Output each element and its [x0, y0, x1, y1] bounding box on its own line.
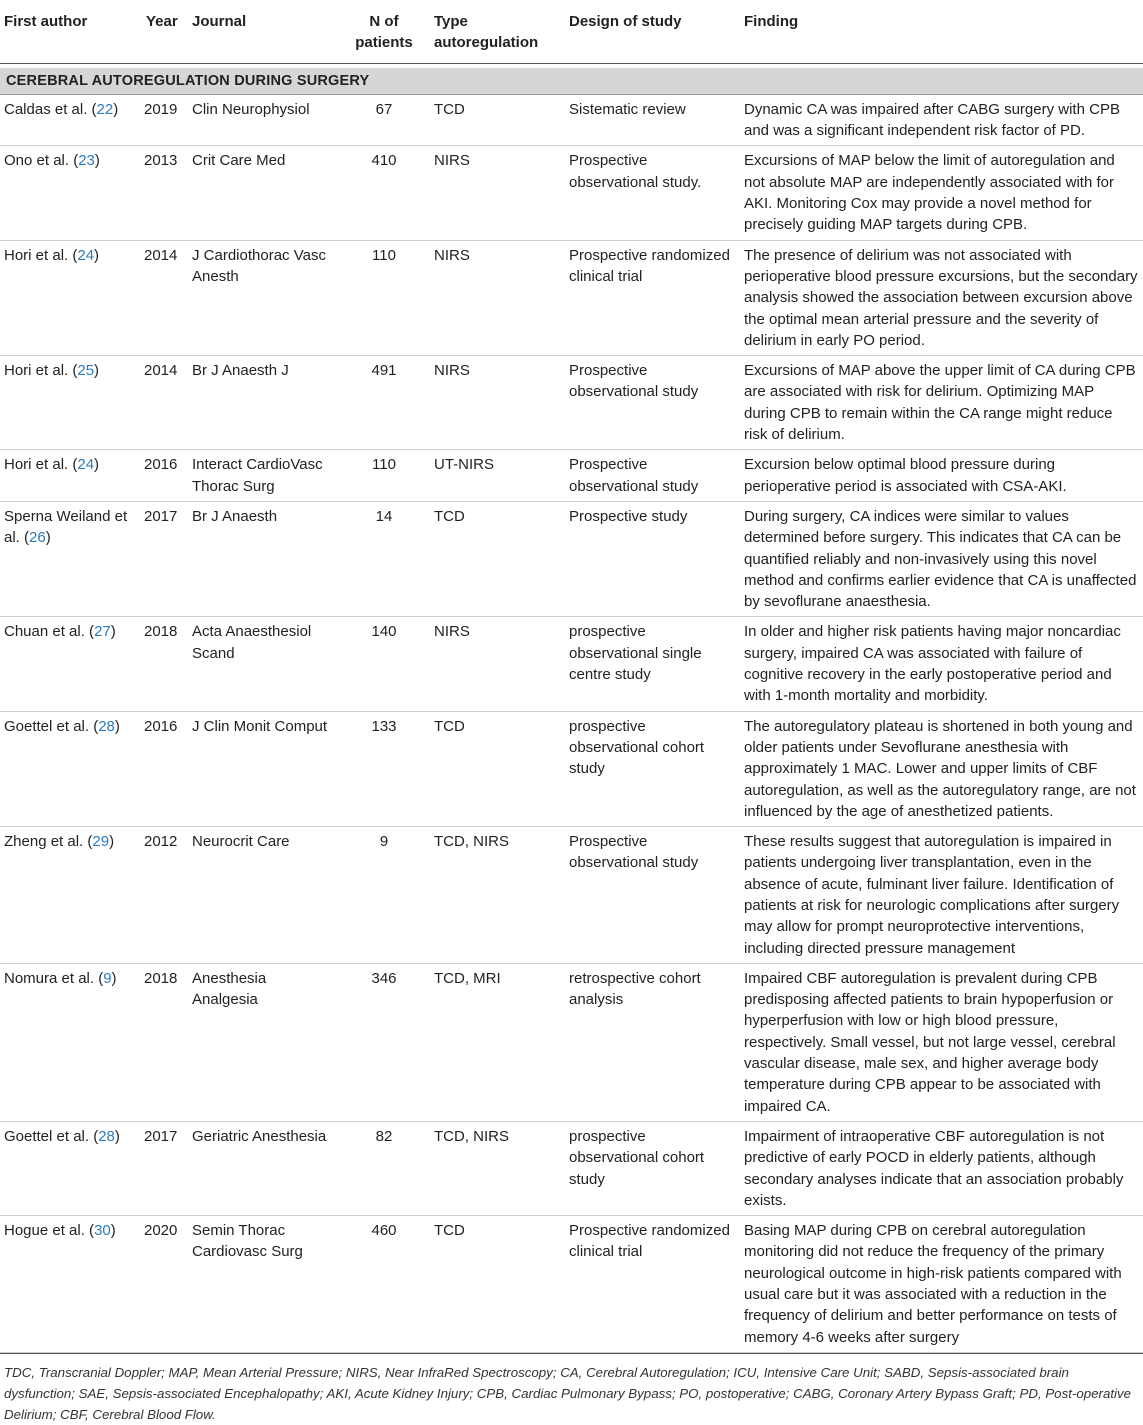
- author-name: Chuan et al. (: [4, 623, 95, 641]
- cell-first-author: [0, 94, 142, 146]
- author-name: Nomura et al. (: [4, 969, 104, 987]
- cell-year: 2014: [142, 356, 188, 450]
- table-row: [0, 1216, 1143, 1353]
- cell-design: retrospective cohort analysis: [565, 963, 740, 1121]
- author-name: Hogue et al. (: [4, 1222, 95, 1240]
- cell-n-patients: 460: [338, 1216, 430, 1353]
- reference-link[interactable]: 23: [78, 152, 95, 170]
- cell-design: Sistematic review: [565, 94, 740, 146]
- cell-journal: J Cardiothorac Vasc Anesth: [188, 240, 338, 355]
- reference-close: ): [94, 456, 100, 474]
- cell-finding: Excursions of MAP above the upper limit of CA during CPB are associated with risk for delirium. Optimizing MAP during CPB to remain within the CA range might reduce risk of delirium.: [740, 356, 1143, 450]
- cell-first-author: [0, 450, 142, 502]
- cell-type-autoregulation: TCD: [430, 711, 565, 826]
- reference-close: ): [110, 1222, 116, 1240]
- cell-finding: In older and higher risk patients having major noncardiac surgery, impaired CA was associated with failure of cognitive recovery in the early postoperative period and with 1-month mortality and morbidity.: [740, 617, 1143, 711]
- cell-year: 2020: [142, 1216, 188, 1353]
- reference-link[interactable]: 24: [77, 456, 95, 474]
- reference-link[interactable]: 28: [98, 1127, 115, 1145]
- cell-finding: The autoregulatory plateau is shortened in both young and older patients under Sevoflurane anesthesia with approximately 1 MAC. Lower and upper limits of CBF autoregulation, as well as the autoregulatory range, are not influenced by the age of anesthetized patients.: [740, 711, 1143, 826]
- cell-year: 2013: [142, 146, 188, 240]
- cell-type-autoregulation: TCD: [430, 94, 565, 146]
- cell-n-patients: 110: [338, 450, 430, 502]
- cell-finding: Excursions of MAP below the limit of autoregulation and not absolute MAP are independently associated with for AKI. Monitoring Cox may provide a novel method for precisely guiding MAP targets during CPB.: [740, 146, 1143, 240]
- cell-design: Prospective study: [565, 501, 740, 616]
- reference-close: ): [45, 529, 51, 547]
- cell-type-autoregulation: TCD, NIRS: [430, 1121, 565, 1215]
- author-name: Ono et al. (: [4, 152, 79, 170]
- reference-link[interactable]: 24: [77, 246, 95, 264]
- section-row: [0, 68, 1143, 95]
- header-finding: Finding: [740, 0, 1143, 63]
- cell-n-patients: 491: [338, 356, 430, 450]
- cell-design: Prospective observational study.: [565, 146, 740, 240]
- cell-year: 2018: [142, 963, 188, 1121]
- cell-year: 2017: [142, 1121, 188, 1215]
- cell-type-autoregulation: NIRS: [430, 617, 565, 711]
- cell-design: prospective observational single centre study: [565, 617, 740, 711]
- author-name: Zheng et al. (: [4, 833, 93, 851]
- reference-close: ): [110, 623, 116, 641]
- reference-close: ): [109, 833, 115, 851]
- cell-type-autoregulation: TCD, NIRS: [430, 827, 565, 964]
- reference-link[interactable]: 25: [77, 362, 95, 380]
- reference-close: ): [113, 100, 119, 118]
- cell-type-autoregulation: UT-NIRS: [430, 450, 565, 502]
- table-header: [0, 0, 1143, 63]
- cell-first-author: [0, 240, 142, 355]
- reference-close: ): [94, 362, 100, 380]
- table-row: [0, 711, 1143, 826]
- cell-finding: Impaired CBF autoregulation is prevalent during CPB predisposing affected patients to brain hypoperfusion or hyperperfusion with low or high blood pressure, respectively. Small vessel, but not large vessel, cerebral vascular disease, male sex, and higher average body temperature during CPB appear to be associated with impaired CA.: [740, 963, 1143, 1121]
- reference-link[interactable]: 26: [29, 529, 46, 547]
- cell-first-author: [0, 1121, 142, 1215]
- cell-journal: Anesthesia Analgesia: [188, 963, 338, 1121]
- cell-first-author: [0, 963, 142, 1121]
- author-name: Sperna Weiland et al. (: [4, 507, 128, 547]
- header-type-autoregulation: Type autoregulation: [430, 0, 565, 63]
- author-name: Caldas et al. (: [4, 100, 97, 118]
- cell-year: 2018: [142, 617, 188, 711]
- author-name: Goettel et al. (: [4, 1127, 99, 1145]
- cell-n-patients: 14: [338, 501, 430, 616]
- cell-first-author: [0, 356, 142, 450]
- cell-first-author: [0, 827, 142, 964]
- table-body: [0, 63, 1143, 1352]
- cell-n-patients: 133: [338, 711, 430, 826]
- cell-design: prospective observational cohort study: [565, 1121, 740, 1215]
- cell-journal: Acta Anaesthesiol Scand: [188, 617, 338, 711]
- cell-first-author: [0, 146, 142, 240]
- table-row: [0, 356, 1143, 450]
- header-journal: Journal: [188, 0, 338, 63]
- cell-finding: Excursion below optimal blood pressure during perioperative period is associated with CSA-AKI.: [740, 450, 1143, 502]
- reference-link[interactable]: 28: [98, 717, 115, 735]
- cell-year: 2017: [142, 501, 188, 616]
- header-year: Year: [142, 0, 188, 63]
- cell-n-patients: 110: [338, 240, 430, 355]
- reference-close: ): [94, 152, 100, 170]
- reference-link[interactable]: 30: [94, 1222, 111, 1240]
- cell-journal: Clin Neurophysiol: [188, 94, 338, 146]
- cell-journal: Geriatric Anesthesia: [188, 1121, 338, 1215]
- cell-journal: Br J Anaesth: [188, 501, 338, 616]
- reference-link[interactable]: 27: [94, 623, 111, 641]
- table-row: [0, 963, 1143, 1121]
- cell-journal: J Clin Monit Comput: [188, 711, 338, 826]
- cell-type-autoregulation: TCD, MRI: [430, 963, 565, 1121]
- cell-finding: Dynamic CA was impaired after CABG surgery with CPB and was a significant independent risk factor of PD.: [740, 94, 1143, 146]
- cell-first-author: [0, 1216, 142, 1353]
- cell-type-autoregulation: NIRS: [430, 146, 565, 240]
- cell-type-autoregulation: NIRS: [430, 356, 565, 450]
- cell-finding: Impairment of intraoperative CBF autoregulation is not predictive of early POCD in elderly patients, although secondary analyses indicate that an association probably exists.: [740, 1121, 1143, 1215]
- table-row: [0, 146, 1143, 240]
- author-name: Hori et al. (: [4, 246, 78, 264]
- reference-close: ): [111, 969, 117, 987]
- cell-journal: Semin Thorac Cardiovasc Surg: [188, 1216, 338, 1353]
- cell-n-patients: 82: [338, 1121, 430, 1215]
- cell-year: 2014: [142, 240, 188, 355]
- cell-type-autoregulation: TCD: [430, 1216, 565, 1353]
- cell-journal: Br J Anaesth J: [188, 356, 338, 450]
- cell-finding: During surgery, CA indices were similar to values determined before surgery. This indicates that CA can be quantified reliably and non-invasively using this novel method and confirms earlier evidence that CA is unaffected by sevoflurane anaesthesia.: [740, 501, 1143, 616]
- reference-link[interactable]: 29: [92, 833, 110, 851]
- cell-n-patients: 140: [338, 617, 430, 711]
- author-name: Hori et al. (: [4, 362, 78, 380]
- cell-first-author: [0, 501, 142, 616]
- cell-year: 2019: [142, 94, 188, 146]
- reference-close: ): [114, 717, 120, 735]
- author-name: Hori et al. (: [4, 456, 78, 474]
- cell-n-patients: 67: [338, 94, 430, 146]
- cell-design: prospective observational cohort study: [565, 711, 740, 826]
- header-design: Design of study: [565, 0, 740, 63]
- table-row: [0, 94, 1143, 146]
- cell-journal: Interact CardioVasc Thorac Surg: [188, 450, 338, 502]
- table-row: [0, 240, 1143, 355]
- table-footnote: TDC, Transcranial Doppler; MAP, Mean Arterial Pressure; NIRS, Near InfraRed Spectroscopy; CA, Cerebral Autoregulation; ICU, Intensive Care Unit; SABD, Sepsis-associated brain dysfunction; SAE, Sepsis-associated Encephalopathy; AKI, Acute Kidney Injury; CPB, Cardiac Pulmonary Bypass; PO, postoperative; CABG, Coronary Artery Bypass Graft; PD, Post-operative Delirium; CBF, Cerebral Blood Flow.: [0, 1353, 1143, 1425]
- cell-design: Prospective randomized clinical trial: [565, 240, 740, 355]
- cell-design: Prospective observational study: [565, 827, 740, 964]
- cell-design: Prospective observational study: [565, 356, 740, 450]
- cell-year: 2012: [142, 827, 188, 964]
- header-first-author: First author: [0, 0, 142, 63]
- header-n-patients: N of patients: [338, 0, 430, 63]
- table-row: [0, 450, 1143, 502]
- cell-design: Prospective randomized clinical trial: [565, 1216, 740, 1353]
- reference-link[interactable]: 22: [96, 100, 114, 118]
- reference-close: ): [114, 1127, 120, 1145]
- cell-design: Prospective observational study: [565, 450, 740, 502]
- cell-journal: Crit Care Med: [188, 146, 338, 240]
- table-row: [0, 617, 1143, 711]
- cell-journal: Neurocrit Care: [188, 827, 338, 964]
- cell-finding: These results suggest that autoregulation is impaired in patients undergoing liver transplantation, even in the absence of acute, fulminant liver failure. Identification of patients at risk for neurologic complications after surgery may allow for prompt neuroprotective interventions, including directed pressure management: [740, 827, 1143, 964]
- section-title: CEREBRAL AUTOREGULATION DURING SURGERY: [0, 68, 1143, 95]
- reference-link[interactable]: 9: [103, 969, 112, 987]
- table-row: [0, 501, 1143, 616]
- table-row: [0, 1121, 1143, 1215]
- cell-finding: The presence of delirium was not associated with perioperative blood pressure excursions, but the secondary analysis showed the association between excursion above the optimal mean arterial pressure and the severity of delirium in early PO period.: [740, 240, 1143, 355]
- cell-finding: Basing MAP during CPB on cerebral autoregulation monitoring did not reduce the frequency of the primary neurological outcome in high-risk patients compared with usual care but it was associated with a reduction in the frequency of delirium and better performance on tests of memory 4-6 weeks after surgery: [740, 1216, 1143, 1353]
- cell-n-patients: 410: [338, 146, 430, 240]
- cell-type-autoregulation: TCD: [430, 501, 565, 616]
- cell-type-autoregulation: NIRS: [430, 240, 565, 355]
- cell-n-patients: 346: [338, 963, 430, 1121]
- table-row: [0, 827, 1143, 964]
- cell-year: 2016: [142, 711, 188, 826]
- cell-first-author: [0, 711, 142, 826]
- cell-first-author: [0, 617, 142, 711]
- author-name: Goettel et al. (: [4, 717, 99, 735]
- cell-n-patients: 9: [338, 827, 430, 964]
- reference-close: ): [94, 246, 100, 264]
- cell-year: 2016: [142, 450, 188, 502]
